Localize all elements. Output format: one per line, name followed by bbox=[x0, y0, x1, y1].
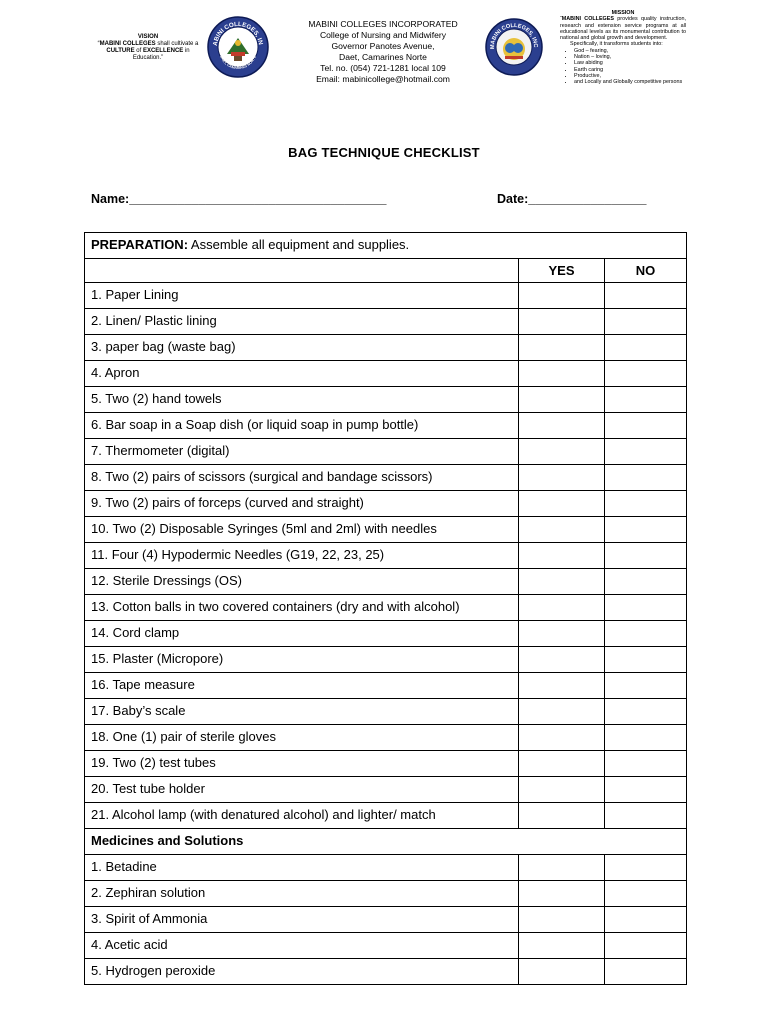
yes-checkbox-cell[interactable] bbox=[519, 621, 605, 647]
mission-item: • Nation – loving, bbox=[574, 54, 686, 60]
item-label: 10. Two (2) Disposable Syringes (5ml and 2ml) with needles bbox=[85, 517, 519, 543]
checklist-body bbox=[85, 233, 687, 985]
vision-statement bbox=[96, 34, 200, 62]
item-label: 17. Baby’s scale bbox=[85, 699, 519, 725]
no-checkbox-cell[interactable] bbox=[605, 803, 687, 829]
item-label: 2. Linen/ Plastic lining bbox=[85, 309, 519, 335]
yes-checkbox-cell[interactable] bbox=[519, 673, 605, 699]
no-checkbox-cell[interactable] bbox=[605, 777, 687, 803]
no-checkbox-cell[interactable] bbox=[605, 621, 687, 647]
yes-checkbox-cell[interactable] bbox=[519, 309, 605, 335]
preparation-cell bbox=[85, 233, 687, 259]
yes-checkbox-cell[interactable] bbox=[519, 491, 605, 517]
no-checkbox-cell[interactable] bbox=[605, 699, 687, 725]
checklist-row bbox=[85, 881, 687, 907]
item-label: 1. Betadine bbox=[85, 855, 519, 881]
document-title: BAG TECHNIQUE CHECKLIST bbox=[288, 145, 480, 160]
yes-checkbox-cell[interactable] bbox=[519, 569, 605, 595]
item-label: 4. Apron bbox=[85, 361, 519, 387]
checklist-row bbox=[85, 673, 687, 699]
college-emblem-icon bbox=[485, 18, 543, 76]
no-checkbox-cell[interactable] bbox=[605, 881, 687, 907]
name-field bbox=[91, 192, 386, 206]
checklist-row bbox=[85, 465, 687, 491]
no-checkbox-cell[interactable] bbox=[605, 595, 687, 621]
telephone: Tel. no. (054) 721-1281 local 109 bbox=[320, 63, 446, 73]
no-checkbox-cell[interactable] bbox=[605, 543, 687, 569]
yes-checkbox-cell[interactable] bbox=[519, 725, 605, 751]
email: Email: mabinicollege@hotmail.com bbox=[316, 74, 450, 84]
yes-checkbox-cell[interactable] bbox=[519, 855, 605, 881]
no-checkbox-cell[interactable] bbox=[605, 439, 687, 465]
mission-item: • Productive, bbox=[574, 73, 686, 79]
item-label: 3. Spirit of Ammonia bbox=[85, 907, 519, 933]
checklist-row bbox=[85, 595, 687, 621]
yes-checkbox-cell[interactable] bbox=[519, 465, 605, 491]
no-checkbox-cell[interactable] bbox=[605, 933, 687, 959]
no-checkbox-cell[interactable] bbox=[605, 907, 687, 933]
checklist-row bbox=[85, 751, 687, 777]
checklist-row bbox=[85, 933, 687, 959]
mission-item: • Earth caring bbox=[574, 67, 686, 73]
no-checkbox-cell[interactable] bbox=[605, 673, 687, 699]
name-blank: _____________________________________ bbox=[129, 192, 387, 206]
header-row bbox=[85, 259, 687, 283]
no-checkbox-cell[interactable] bbox=[605, 569, 687, 595]
no-checkbox-cell[interactable] bbox=[605, 283, 687, 309]
yes-checkbox-cell[interactable] bbox=[519, 699, 605, 725]
yes-checkbox-cell[interactable] bbox=[519, 907, 605, 933]
yes-checkbox-cell[interactable] bbox=[519, 335, 605, 361]
no-checkbox-cell[interactable] bbox=[605, 387, 687, 413]
checklist-table bbox=[84, 232, 687, 985]
college-name: College of Nursing and Midwifery bbox=[319, 30, 447, 40]
yes-checkbox-cell[interactable] bbox=[519, 283, 605, 309]
item-label: 14. Cord clamp bbox=[85, 621, 519, 647]
item-label: 18. One (1) pair of sterile gloves bbox=[85, 725, 519, 751]
no-checkbox-cell[interactable] bbox=[605, 751, 687, 777]
checklist-row bbox=[85, 699, 687, 725]
mission-statement bbox=[560, 10, 686, 86]
item-label: 7. Thermometer (digital) bbox=[85, 439, 519, 465]
vision-text: “MABINI COLLEGES shall cultivate a CULTURE of EXCELLENCE in Education.” bbox=[97, 41, 199, 61]
address-line-2: Daet, Camarines Norte bbox=[339, 52, 427, 62]
no-checkbox-cell[interactable] bbox=[605, 647, 687, 673]
yes-checkbox-cell[interactable] bbox=[519, 647, 605, 673]
yes-checkbox-cell[interactable] bbox=[519, 959, 605, 985]
mission-item: • and Locally and Globally competitive persons bbox=[574, 79, 686, 85]
checklist-row bbox=[85, 621, 687, 647]
checklist-row bbox=[85, 543, 687, 569]
yes-checkbox-cell[interactable] bbox=[519, 933, 605, 959]
medicines-section-heading: Medicines and Solutions bbox=[85, 829, 687, 855]
checklist-row bbox=[85, 517, 687, 543]
preparation-row bbox=[85, 233, 687, 259]
checklist-row bbox=[85, 335, 687, 361]
item-label: 20. Test tube holder bbox=[85, 777, 519, 803]
yes-checkbox-cell[interactable] bbox=[519, 803, 605, 829]
no-checkbox-cell[interactable] bbox=[605, 361, 687, 387]
yes-checkbox-cell[interactable] bbox=[519, 361, 605, 387]
checklist-row bbox=[85, 361, 687, 387]
svg-text:MABINI COLLEGES, INC.: ABINI COLLEGES, IN bbox=[211, 20, 264, 47]
checklist-row bbox=[85, 647, 687, 673]
no-checkbox-cell[interactable] bbox=[605, 517, 687, 543]
item-label: 9. Two (2) pairs of forceps (curved and straight) bbox=[85, 491, 519, 517]
mission-item: • God – fearing, bbox=[574, 48, 686, 54]
checklist-row bbox=[85, 959, 687, 985]
item-label: 13. Cotton balls in two covered containers (dry and with alcohol) bbox=[85, 595, 519, 621]
institution-header bbox=[270, 19, 496, 85]
checklist-row bbox=[85, 725, 687, 751]
mission-title: MISSION bbox=[611, 10, 635, 16]
checklist-row bbox=[85, 777, 687, 803]
no-checkbox-cell[interactable] bbox=[605, 309, 687, 335]
checklist-row bbox=[85, 283, 687, 309]
item-label: 19. Two (2) test tubes bbox=[85, 751, 519, 777]
item-label: 15. Plaster (Micropore) bbox=[85, 647, 519, 673]
item-label: 5. Hydrogen peroxide bbox=[85, 959, 519, 985]
institution-name: MABINI COLLEGES INCORPORATED bbox=[308, 19, 458, 29]
checklist-row bbox=[85, 413, 687, 439]
no-checkbox-cell[interactable] bbox=[605, 465, 687, 491]
item-label: 11. Four (4) Hypodermic Needles (G19, 22, 23, 25) bbox=[85, 543, 519, 569]
vision-title: VISION bbox=[137, 34, 159, 40]
checklist-row bbox=[85, 803, 687, 829]
item-label: 6. Bar soap in a Soap dish (or liquid soap in pump bottle) bbox=[85, 413, 519, 439]
yes-checkbox-cell[interactable] bbox=[519, 413, 605, 439]
checklist-row bbox=[85, 387, 687, 413]
yes-checkbox-cell[interactable] bbox=[519, 543, 605, 569]
no-column-header: NO bbox=[605, 259, 687, 283]
college-seal-logo bbox=[207, 16, 269, 78]
date-field bbox=[497, 192, 646, 206]
no-checkbox-cell[interactable] bbox=[605, 855, 687, 881]
checklist-row bbox=[85, 907, 687, 933]
name-label: Name: bbox=[91, 192, 130, 206]
item-label: 16. Tape measure bbox=[85, 673, 519, 699]
mission-text: “MABINI COLLEGES provides quality instruction, research and extension service programs at all educational levels as its monumental contribution to national and global growth and development. bbox=[560, 16, 686, 42]
preparation-text: Assemble all equipment and supplies. bbox=[188, 237, 410, 252]
college-seal-icon bbox=[207, 16, 269, 78]
checklist-row bbox=[85, 491, 687, 517]
yes-checkbox-cell[interactable] bbox=[519, 777, 605, 803]
svg-text:MABINI COLLEGES, INC.: MABINI COLLEGES, INC bbox=[489, 22, 539, 50]
address-line-1: Governor Panotes Avenue, bbox=[331, 41, 435, 51]
date-blank: _________________ bbox=[528, 192, 647, 206]
svg-text:DAET, CAMARINES NORTE: DAET, CAMARINES NORTE bbox=[219, 54, 257, 71]
preparation-label: PREPARATION: bbox=[91, 237, 189, 252]
item-label: 1. Paper Lining bbox=[85, 283, 519, 309]
mission-item: • Law abiding bbox=[574, 60, 686, 66]
yes-checkbox-cell[interactable] bbox=[519, 517, 605, 543]
item-label: 3. paper bag (waste bag) bbox=[85, 335, 519, 361]
date-label: Date: bbox=[497, 192, 529, 206]
yes-checkbox-cell[interactable] bbox=[519, 439, 605, 465]
checklist-row bbox=[85, 439, 687, 465]
mission-intro: Specifically, it transforms students into: bbox=[570, 41, 663, 48]
no-checkbox-cell[interactable] bbox=[605, 959, 687, 985]
header-blank-cell bbox=[85, 259, 519, 283]
yes-column-header: YES bbox=[519, 259, 605, 283]
no-checkbox-cell[interactable] bbox=[605, 413, 687, 439]
yes-checkbox-cell[interactable] bbox=[519, 595, 605, 621]
medicines-section-row bbox=[85, 829, 687, 855]
yes-checkbox-cell[interactable] bbox=[519, 387, 605, 413]
item-label: 5. Two (2) hand towels bbox=[85, 387, 519, 413]
no-checkbox-cell[interactable] bbox=[605, 725, 687, 751]
checklist-row bbox=[85, 569, 687, 595]
item-label: 12. Sterile Dressings (OS) bbox=[85, 569, 519, 595]
yes-checkbox-cell[interactable] bbox=[519, 751, 605, 777]
no-checkbox-cell[interactable] bbox=[605, 491, 687, 517]
checklist-row bbox=[85, 855, 687, 881]
item-label: 4. Acetic acid bbox=[85, 933, 519, 959]
checklist-row bbox=[85, 309, 687, 335]
item-label: 2. Zephiran solution bbox=[85, 881, 519, 907]
yes-checkbox-cell[interactable] bbox=[519, 881, 605, 907]
mission-list bbox=[560, 48, 686, 86]
no-checkbox-cell[interactable] bbox=[605, 335, 687, 361]
item-label: 8. Two (2) pairs of scissors (surgical and bandage scissors) bbox=[85, 465, 519, 491]
college-logo bbox=[485, 18, 543, 76]
item-label: 21. Alcohol lamp (with denatured alcohol) and lighter/ match bbox=[85, 803, 519, 829]
